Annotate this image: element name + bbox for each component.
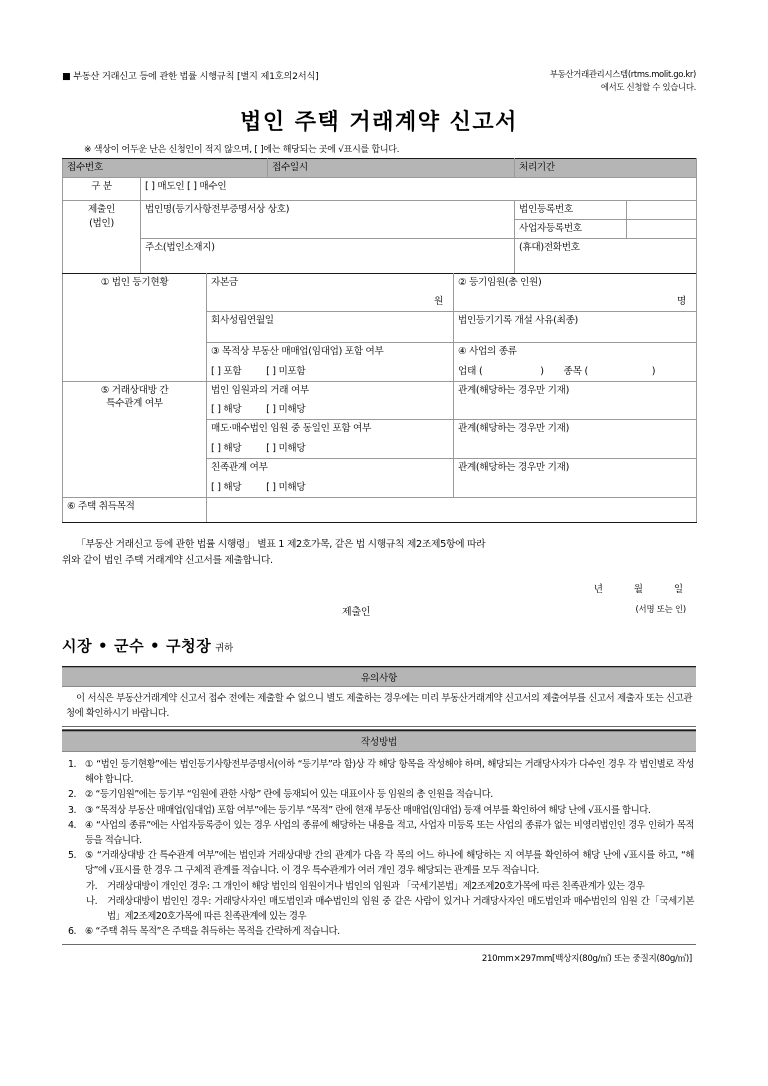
receipt-number-cell: 접수번호 bbox=[63, 159, 268, 178]
acquisition-purpose-row bbox=[63, 498, 697, 523]
acquisition-purpose-input[interactable] bbox=[207, 498, 697, 523]
realestate-option-exclude[interactable]: [ ] 미포함 bbox=[266, 365, 306, 377]
date-day-label: 일 bbox=[673, 583, 684, 595]
instruction-number-1: 1. bbox=[68, 758, 77, 770]
relation-options-3[interactable] bbox=[211, 481, 449, 495]
list-item bbox=[86, 894, 694, 924]
division-checkbox-group[interactable]: [ ] 매도인 [ ] 매수인 bbox=[141, 178, 697, 201]
special-relation-row-1 bbox=[63, 381, 697, 420]
submitter-label-line1: 제출인 bbox=[88, 204, 115, 216]
biztype-field-uptae: 업태 ( bbox=[458, 365, 483, 377]
notice-body bbox=[62, 687, 696, 726]
instructions-bottom-rule bbox=[62, 944, 696, 945]
authority-suffix: 귀하 bbox=[215, 642, 234, 654]
division-label: 구 분 bbox=[63, 178, 141, 201]
relation-option-yes-2[interactable]: [ ] 해당 bbox=[211, 443, 242, 455]
relation-question-1: 법인 임원과의 거래 여부 bbox=[211, 384, 309, 396]
instruction-text-4: ④ “사업의 종류”에는 사업자등록증이 있는 경우 사업의 종류에 해당하는 내용을 적고, 사업자 미등록 또는 사업의 종류가 없는 비영리법인인 경우 인허가 목적 등을 적습니다. bbox=[85, 819, 694, 846]
regulation-reference: ■ 부동산 거래신고 등에 관한 법률 시행규칙 [별지 제1호의2서식] bbox=[62, 71, 319, 82]
system-url-line1: 부동산거래관리시스템(rtms.molit.go.kr) bbox=[549, 69, 696, 79]
submitter-table bbox=[62, 158, 697, 274]
instruction-sub-text-ga: 거래상대방이 개인인 경우: 그 개인이 해당 법인의 임원이거나 법인의 임원과 「국세기본법」제2조제20호가목에 따른 친족관계가 있는 경우 bbox=[107, 880, 645, 892]
list-item bbox=[64, 757, 694, 787]
system-url-line2: 에서도 신청할 수 있습니다. bbox=[600, 81, 696, 92]
instructions-section bbox=[62, 730, 696, 944]
relation-detail-cell-3[interactable]: 관계(해당하는 경우만 기재) bbox=[454, 459, 697, 498]
form-sheet bbox=[62, 68, 696, 964]
signature-submitter-label: 제출인 bbox=[342, 606, 371, 618]
instruction-text-6: ⑥ “주택 취득 목적”은 주택을 취득하는 목적을 간략하게 적습니다. bbox=[85, 926, 340, 938]
relation-option-no-1[interactable]: [ ] 미해당 bbox=[266, 404, 306, 416]
statement-line-1: 「부동산 거래신고 등에 관한 법률 시행령」 별표 1 제2호가목, 같은 법 시행규칙 제2조제5항에 따라 bbox=[76, 539, 486, 550]
authority-name: 시장 • 군수 • 구청장 bbox=[62, 636, 212, 655]
relation-question-cell-3[interactable] bbox=[207, 459, 454, 498]
list-item bbox=[64, 803, 694, 818]
officers-cell[interactable] bbox=[454, 273, 697, 311]
instruction-number-3: 3. bbox=[68, 804, 77, 816]
list-item bbox=[64, 818, 694, 848]
biztype-cell[interactable] bbox=[454, 342, 697, 381]
biztype-field-jongmok: 종목 ( bbox=[563, 365, 589, 377]
realestate-options[interactable] bbox=[211, 365, 449, 379]
instruction-text-3: ③ “목적상 부동산 매매업(임대업) 포함 여부”에는 등기부 “목적” 란에 현재 부동산 매매업(임대업) 등재 여부를 확인하여 해당 난에 √표시를 합니다. bbox=[85, 804, 651, 816]
relation-option-yes-1[interactable]: [ ] 해당 bbox=[211, 404, 242, 416]
realestate-inclusion-cell[interactable] bbox=[207, 342, 454, 381]
acquisition-purpose-label: ⑥ 주택 취득목적 bbox=[63, 498, 207, 523]
biztype-field-jongmok-close: ) bbox=[651, 365, 656, 377]
division-row bbox=[63, 178, 697, 201]
biztype-field-uptae-close: ) bbox=[540, 365, 544, 377]
officers-label: ② 등기임원(총 인원) bbox=[458, 276, 542, 288]
capital-cell[interactable] bbox=[207, 273, 454, 311]
submitter-label-line2: (법인) bbox=[89, 218, 114, 230]
corp-reg-number-label: 법인등록번호 bbox=[515, 201, 627, 220]
special-relation-label bbox=[63, 381, 207, 497]
realestate-label: ③ 목적상 부동산 매매업(임대업) 포함 여부 bbox=[211, 345, 384, 357]
relation-detail-cell-1[interactable]: 관계(해당하는 경우만 기재) bbox=[454, 381, 697, 420]
instruction-sub-number-na: 나. bbox=[86, 895, 98, 907]
relation-options-1[interactable] bbox=[211, 403, 449, 417]
date-month-label: 월 bbox=[633, 583, 644, 595]
form-instruction-note: ※ 색상이 어두운 난은 신청인이 적지 않으며, [ ]에는 해당되는 곳에 √표시를 합니다. bbox=[84, 145, 400, 156]
list-item bbox=[64, 848, 694, 878]
address-row bbox=[63, 238, 697, 273]
capital-unit: 원 bbox=[434, 295, 443, 307]
system-url-notice bbox=[550, 68, 696, 93]
officers-unit: 명 bbox=[677, 295, 686, 307]
corp-registry-table bbox=[62, 273, 697, 523]
list-item bbox=[64, 787, 694, 802]
relation-option-no-3[interactable]: [ ] 미해당 bbox=[266, 482, 306, 494]
founded-date-cell[interactable]: 회사성립연월일 bbox=[207, 311, 454, 342]
instructions-list bbox=[62, 752, 696, 944]
biztype-label: ④ 사업의 종류 bbox=[458, 345, 517, 357]
biz-reg-number-label: 사업자등록번호 bbox=[515, 220, 627, 239]
instruction-number-2: 2. bbox=[68, 789, 77, 801]
document-header bbox=[62, 68, 696, 93]
instruction-number-5: 5. bbox=[68, 850, 77, 862]
instruction-number-4: 4. bbox=[68, 819, 77, 831]
receipt-row bbox=[63, 159, 697, 178]
biz-reg-number-input[interactable] bbox=[627, 220, 697, 239]
statement-line-2: 위와 같이 법인 주택 거래계약 신고서를 제출합니다. bbox=[62, 554, 273, 566]
instruction-text-1: ① “법인 등기현황”에는 법인등기사항전부증명서(이하 “등기부”라 함)상 각 해당 항목을 작성해야 하며, 해당되는 거래당사자가 다수인 경우 각 법인별로 작성해야 합니다. bbox=[85, 758, 694, 786]
capital-row bbox=[63, 273, 697, 311]
relation-detail-cell-2[interactable]: 관계(해당하는 경우만 기재) bbox=[454, 420, 697, 459]
legal-statement bbox=[62, 537, 696, 569]
phone-label[interactable]: (휴대)전화번호 bbox=[515, 238, 697, 273]
receipt-datetime-cell: 접수일시 bbox=[268, 159, 515, 178]
date-year-label: 년 bbox=[593, 583, 604, 595]
signature-block bbox=[62, 581, 696, 633]
signature-date bbox=[568, 581, 684, 595]
corp-name-label: 법인명(등기사항전부증명서상 상호) bbox=[141, 201, 515, 239]
notice-section bbox=[62, 666, 696, 731]
notice-text: 이 서식은 부동산거래계약 신고서 접수 전에는 제출할 수 없으니 별도 제출하는 경우에는 미리 부동산거래계약 신고서의 제출여부를 신고서 제출자 또는 신고관청에 확인하시기 바랍니다. bbox=[66, 693, 692, 720]
instruction-text-5: ⑤ “거래상대방 간 특수관계 여부”에는 법인과 거래상대방 간의 관계가 다음 각 목의 어느 하나에 해당하는 지 여부를 확인하여 해당 난에 √표시를 하고, “해당”에 √표시를 한 경우 그 구체적 관계를 적습니다. 이 경우 특수관계가 여러 개인 경우 해당되는 관계를 모두 적습니다. bbox=[85, 850, 694, 877]
corp-registry-label: ① 법인 등기현황 bbox=[63, 273, 207, 381]
relation-question-cell-1[interactable] bbox=[207, 381, 454, 420]
list-item bbox=[86, 879, 694, 894]
instruction-number-6: 6. bbox=[68, 926, 77, 938]
list-item bbox=[64, 924, 694, 939]
special-relation-label-line1: ⑤ 거래상대방 간 bbox=[100, 384, 169, 396]
relation-options-2[interactable] bbox=[211, 442, 449, 456]
processing-period-cell: 처리기간 bbox=[515, 159, 697, 178]
relation-question-3: 친족관계 여부 bbox=[211, 462, 268, 474]
relation-question-cell-2[interactable] bbox=[207, 420, 454, 459]
realestate-option-include[interactable]: [ ] 포함 bbox=[211, 365, 242, 377]
special-relation-label-line2: 특수관계 여부 bbox=[106, 398, 163, 410]
biztype-fields[interactable] bbox=[458, 365, 692, 379]
paper-spec-footer: 210mm×297mm[백상지(80g/㎡) 또는 중질지(80g/㎡)] bbox=[481, 953, 692, 964]
relation-option-no-2[interactable]: [ ] 미해당 bbox=[266, 443, 306, 455]
address-label[interactable]: 주소(법인소재지) bbox=[141, 238, 515, 273]
corp-name-row bbox=[63, 201, 697, 220]
instruction-sub-number-ga: 가. bbox=[86, 880, 98, 892]
instruction-sub-text-na: 거래상대방이 법인인 경우: 거래당사자인 매도법인과 매수법인의 임원 중 같은 사람이 있거나 거래당사자인 매도법인과 매수법인의 임원 간「국세기본법」제2조제20호가목에 따른 친족관계에 있는 경우 bbox=[107, 895, 694, 923]
notice-title: 유의사항 bbox=[62, 667, 696, 688]
instructions-title: 작성방법 bbox=[62, 731, 696, 752]
capital-label: 자본금 bbox=[211, 276, 238, 288]
corp-reg-number-input[interactable] bbox=[627, 201, 697, 220]
relation-question-2: 매도·매수법인 임원 중 동일인 포함 여부 bbox=[211, 423, 371, 435]
relation-option-yes-3[interactable]: [ ] 해당 bbox=[211, 482, 242, 494]
addressee-authority bbox=[62, 635, 696, 656]
opening-reason-cell[interactable]: 법인등기기록 개설 사유(최종) bbox=[454, 311, 697, 342]
instruction-text-2: ② “등기임원”에는 등기부 “임원에 관한 사항” 란에 등재되어 있는 대표이사 등 임원의 총 인원을 적습니다. bbox=[85, 789, 493, 801]
submitter-label-cell bbox=[63, 201, 141, 274]
signature-seal-label: (서명 또는 인) bbox=[635, 603, 686, 614]
page-title: 법인 주택 거래계약 신고서 bbox=[240, 110, 518, 136]
